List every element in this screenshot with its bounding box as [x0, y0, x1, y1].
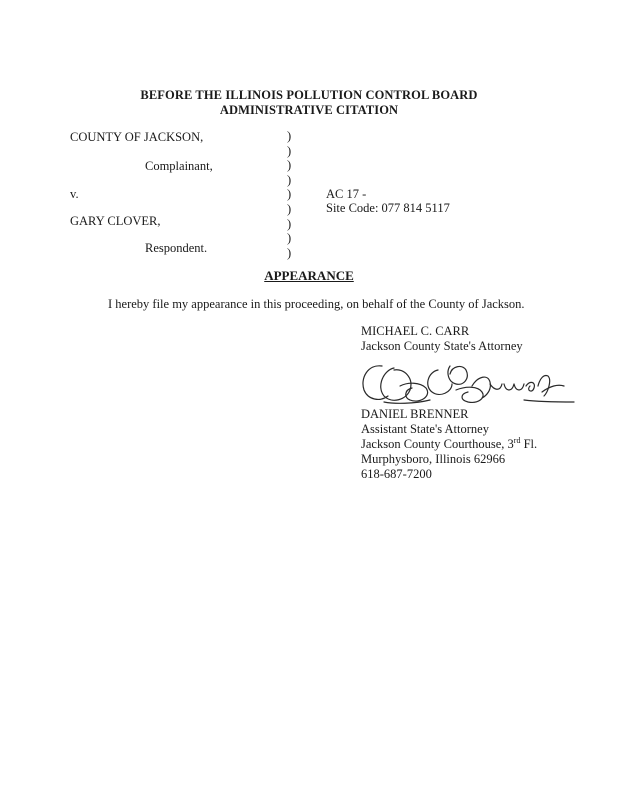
caption-paren: )	[287, 187, 292, 202]
site-code: Site Code: 077 814 5117	[326, 201, 450, 215]
caption-paren: )	[287, 231, 292, 246]
caption-paren: )	[287, 216, 292, 231]
caption-parenthesis-column	[287, 129, 297, 260]
caption-paren: )	[287, 201, 292, 216]
citation-heading: ADMINISTRATIVE CITATION	[219, 103, 399, 117]
caption-paren: )	[287, 245, 292, 260]
address-suffix: Fl.	[520, 437, 538, 451]
caption-paren: )	[287, 172, 292, 187]
signatory-title: Jackson County State's Attorney	[361, 339, 523, 353]
court-heading: BEFORE THE ILLINOIS POLLUTION CONTROL BOARD	[140, 88, 478, 102]
signatory-name: MICHAEL C. CARR	[361, 324, 470, 338]
attorney-address	[361, 437, 537, 452]
signatory-block	[361, 324, 523, 354]
caption-paren: )	[287, 129, 292, 143]
attorney-phone: 618-687-7200	[361, 467, 432, 481]
caption-paren: )	[287, 158, 292, 173]
case-number: AC 17 -	[326, 187, 367, 201]
handwritten-signature	[354, 356, 576, 412]
address-prefix: Jackson County Courthouse, 3	[361, 437, 514, 451]
respondent-role: Respondent.	[145, 241, 208, 255]
address-ordinal: rd	[513, 435, 521, 445]
versus-label: v.	[70, 187, 79, 201]
appearance-statement: I hereby file my appearance in this proceeding, on behalf of the County of Jackson.	[108, 297, 525, 311]
complainant-name: COUNTY OF JACKSON,	[70, 130, 204, 144]
attorney-name: DANIEL BRENNER	[361, 407, 469, 421]
appearance-heading: APPEARANCE	[264, 268, 354, 283]
complainant-role: Complainant,	[145, 159, 213, 173]
respondent-name: GARY CLOVER,	[70, 214, 161, 228]
attorney-title: Assistant State's Attorney	[361, 422, 489, 436]
attorney-city: Murphysboro, Illinois 62966	[361, 452, 506, 466]
caption-paren: )	[287, 143, 292, 158]
attorney-block	[361, 407, 537, 482]
